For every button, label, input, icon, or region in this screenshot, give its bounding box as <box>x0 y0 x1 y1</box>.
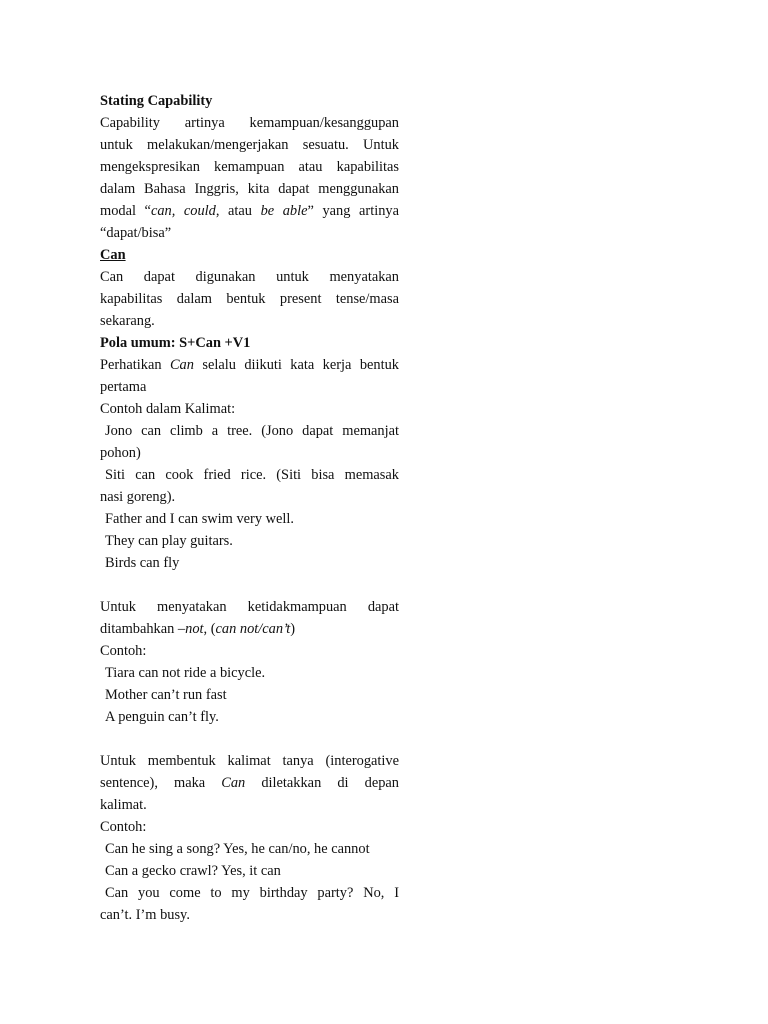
can-description-line: sekarang. <box>100 313 155 329</box>
example-sentence: Jono can climb a tree. (Jono dapat memanjat <box>105 423 399 439</box>
question-can: Can <box>221 775 246 791</box>
question-example: can’t. I’m busy. <box>100 907 190 923</box>
question-line <box>100 772 399 794</box>
negative-example: Tiara can not ride a bicycle. <box>105 665 266 681</box>
question-examples-label: Contoh: <box>100 819 147 835</box>
example-sentence: Birds can fly <box>105 555 180 571</box>
negative-not: not <box>185 621 204 637</box>
question-line: kalimat. <box>100 797 147 813</box>
intro-line: mengekspresikan kemampuan atau kapabilitas <box>100 159 399 175</box>
negative-line: Untuk menyatakan ketidakmampuan dapat <box>100 599 399 615</box>
can-heading: Can <box>100 247 126 263</box>
intro-line: dalam Bahasa Inggris, kita dapat menggunakan <box>100 181 399 197</box>
intro-line: “dapat/bisa” <box>100 225 172 241</box>
pattern-heading: Pola umum: S+Can +V1 <box>100 335 251 351</box>
question-example: Can you come to my birthday party? No, I <box>105 885 399 901</box>
examples-label: Contoh dalam Kalimat: <box>100 401 236 417</box>
question-text: diletakkan di depan <box>245 775 399 791</box>
spacer <box>100 574 399 596</box>
negative-text: , ( <box>203 621 216 637</box>
note-line: pertama <box>100 379 147 395</box>
question-text: sentence), maka <box>100 775 222 791</box>
intro-line <box>100 200 399 222</box>
note-text: Perhatikan <box>100 357 170 373</box>
can-description-line: Can dapat digunakan untuk menyatakan <box>100 269 399 285</box>
negative-example: Mother can’t run fast <box>105 687 227 703</box>
intro-line: Capability artinya kemampuan/kesanggupan <box>100 115 399 131</box>
intro-text: modal “ <box>100 203 151 219</box>
spacer <box>100 728 399 750</box>
intro-modal-be-able: be able <box>260 203 308 219</box>
example-sentence: nasi goreng). <box>100 489 176 505</box>
intro-text: ” yang artinya <box>307 203 399 219</box>
note-line <box>100 354 399 376</box>
example-sentence: Father and I can swim very well. <box>105 511 295 527</box>
negative-examples-label: Contoh: <box>100 643 147 659</box>
negative-text: ditambahkan – <box>100 621 186 637</box>
negative-line <box>100 618 399 640</box>
question-line: Untuk membentuk kalimat tanya (interogative <box>100 753 399 769</box>
intro-modal-can-could: can, could <box>150 203 216 219</box>
example-sentence: They can play guitars. <box>105 533 233 549</box>
can-description-line: kapabilitas dalam bentuk present tense/masa <box>100 291 399 307</box>
example-sentence: pohon) <box>100 445 141 461</box>
note-can: Can <box>169 357 194 373</box>
document-content <box>100 90 399 926</box>
document-title: Stating Capability <box>100 93 213 109</box>
intro-text: , atau <box>215 203 261 219</box>
negative-forms: can not/can’t <box>215 621 291 637</box>
question-example: Can a gecko crawl? Yes, it can <box>105 863 281 879</box>
negative-text: ) <box>290 621 296 637</box>
note-text: selalu diikuti kata kerja bentuk <box>193 357 400 373</box>
intro-line: untuk melakukan/mengerjakan sesuatu. Untuk <box>100 137 399 153</box>
question-example: Can he sing a song? Yes, he can/no, he cannot <box>105 841 370 857</box>
negative-example: A penguin can’t fly. <box>105 709 219 725</box>
example-sentence: Siti can cook fried rice. (Siti bisa memasak <box>105 467 399 483</box>
